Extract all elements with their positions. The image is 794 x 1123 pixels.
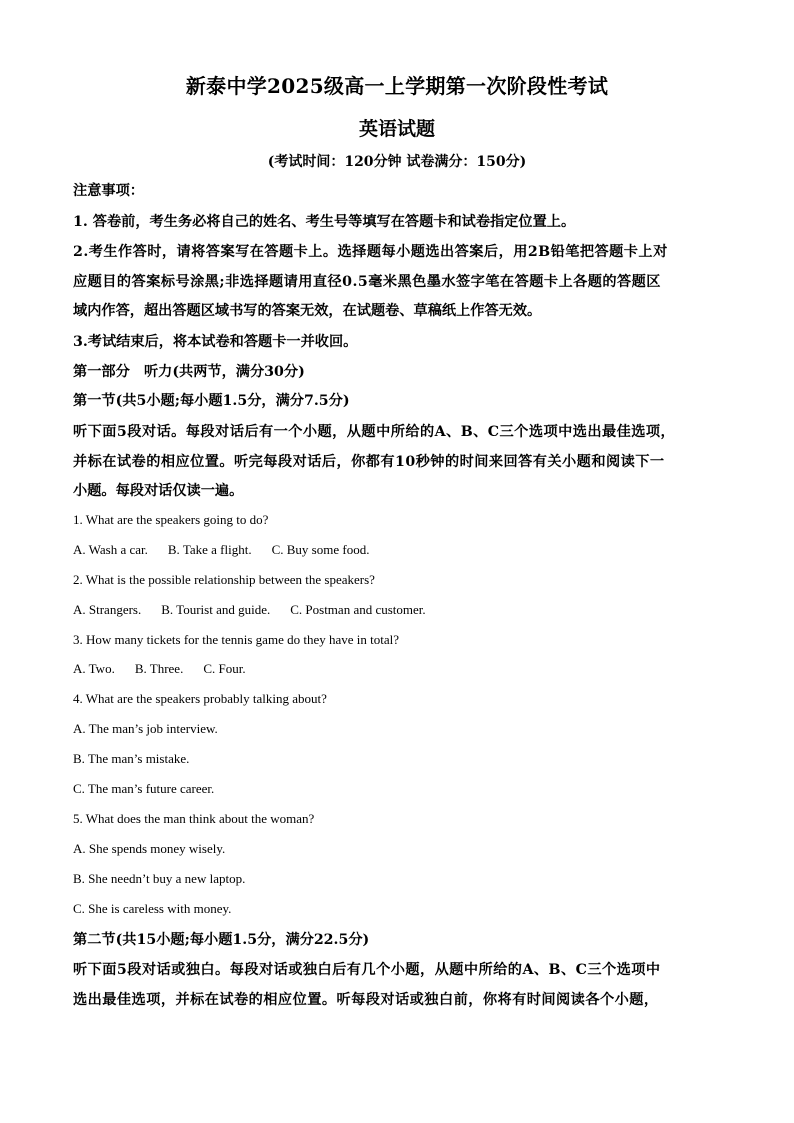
notice-item-3: 3.考试结束后，将本试卷和答题卡一并收回。: [73, 334, 358, 350]
question-1-stem: 1. What are the speakers going to do?: [73, 512, 269, 527]
section1-instruction-line-3: 小题。每段对话仅读一遍。: [73, 483, 244, 499]
question-5-option-a: A. She spends money wisely.: [73, 841, 226, 856]
question-3-option-c: C. Four.: [203, 661, 246, 676]
exam-info: (考试时间：120分钟 试卷满分：150分): [267, 154, 527, 170]
exam-subject: 英语试题: [358, 118, 435, 140]
section1-heading: 第一节(共5小题;每小题1.5分，满分7.5分): [73, 393, 350, 409]
question-5-option-b: B. She needn’t buy a new laptop.: [73, 871, 246, 886]
question-1-option-a: A. Wash a car.: [73, 542, 148, 557]
notice-item-2-line-1: 2.考生作答时，请将答案写在答题卡上。选择题每小题选出答案后，用2B铅笔把答题卡上对: [73, 244, 668, 260]
question-4-option-b: B. The man’s mistake.: [73, 751, 190, 766]
section2-instruction-line-2: 选出最佳选项，并标在试卷的相应位置。听每段对话或独白前，你将有时间阅读各个小题，: [73, 992, 659, 1008]
question-2-stem: 2. What is the possible relationship between the speakers?: [73, 572, 375, 587]
question-5-stem: 5. What does the man think about the woman?: [73, 811, 315, 826]
exam-title: 新泰中学2025级高一上学期第一次阶段性考试: [185, 74, 609, 98]
question-4-stem: 4. What are the speakers probably talking about?: [73, 691, 327, 706]
question-4-option-a: A. The man’s job interview.: [73, 721, 218, 736]
question-2-option-b: B. Tourist and guide.: [161, 602, 271, 617]
section2-instruction-line-1: 听下面5段对话或独白。每段对话或独白后有几个小题，从题中所给的A、B、C三个选项中: [73, 962, 661, 978]
question-1-option-c: C. Buy some food.: [271, 542, 370, 557]
notice-item-2-line-2: 应题目的答案标号涂黑;非选择题请用直径0.5毫米黑色墨水签字笔在答题卡上各题的答题区: [73, 274, 661, 290]
question-1-option-b: B. Take a flight.: [167, 542, 252, 557]
question-2-option-c: C. Postman and customer.: [290, 602, 426, 617]
question-3-option-b: B. Three.: [134, 661, 184, 676]
question-3-options: [73, 661, 246, 677]
notice-item-2-line-3: 域内作答，超出答题区域书写的答案无效，在试题卷、草稿纸上作答无效。: [73, 303, 542, 319]
part1-heading: 第一部分 听力(共两节，满分30分): [73, 364, 305, 380]
question-1-options: [73, 542, 369, 558]
question-5-option-c: C. She is careless with money.: [73, 901, 232, 916]
notice-heading: 注意事项：: [73, 183, 144, 199]
question-3-option-a: A. Two.: [73, 661, 115, 676]
section1-instruction-line-2: 并标在试卷的相应位置。听完每段对话后，你都有10秒钟的时间来回答有关小题和阅读下一: [73, 454, 665, 470]
question-3-stem: 3. How many tickets for the tennis game do they have in total?: [73, 632, 399, 647]
question-2-option-a: A. Strangers.: [73, 602, 142, 617]
question-2-options: [73, 602, 426, 618]
section1-instruction-line-1: 听下面5段对话。每段对话后有一个小题，从题中所给的A、B、C三个选项中选出最佳选项，: [73, 424, 676, 440]
section2-heading: 第二节(共15小题;每小题1.5分，满分22.5分): [73, 932, 370, 948]
notice-item-1: 1. 答卷前，考生务必将自己的姓名、考生号等填写在答题卡和试卷指定位置上。: [73, 214, 576, 230]
question-4-option-c: C. The man’s future career.: [73, 781, 215, 796]
